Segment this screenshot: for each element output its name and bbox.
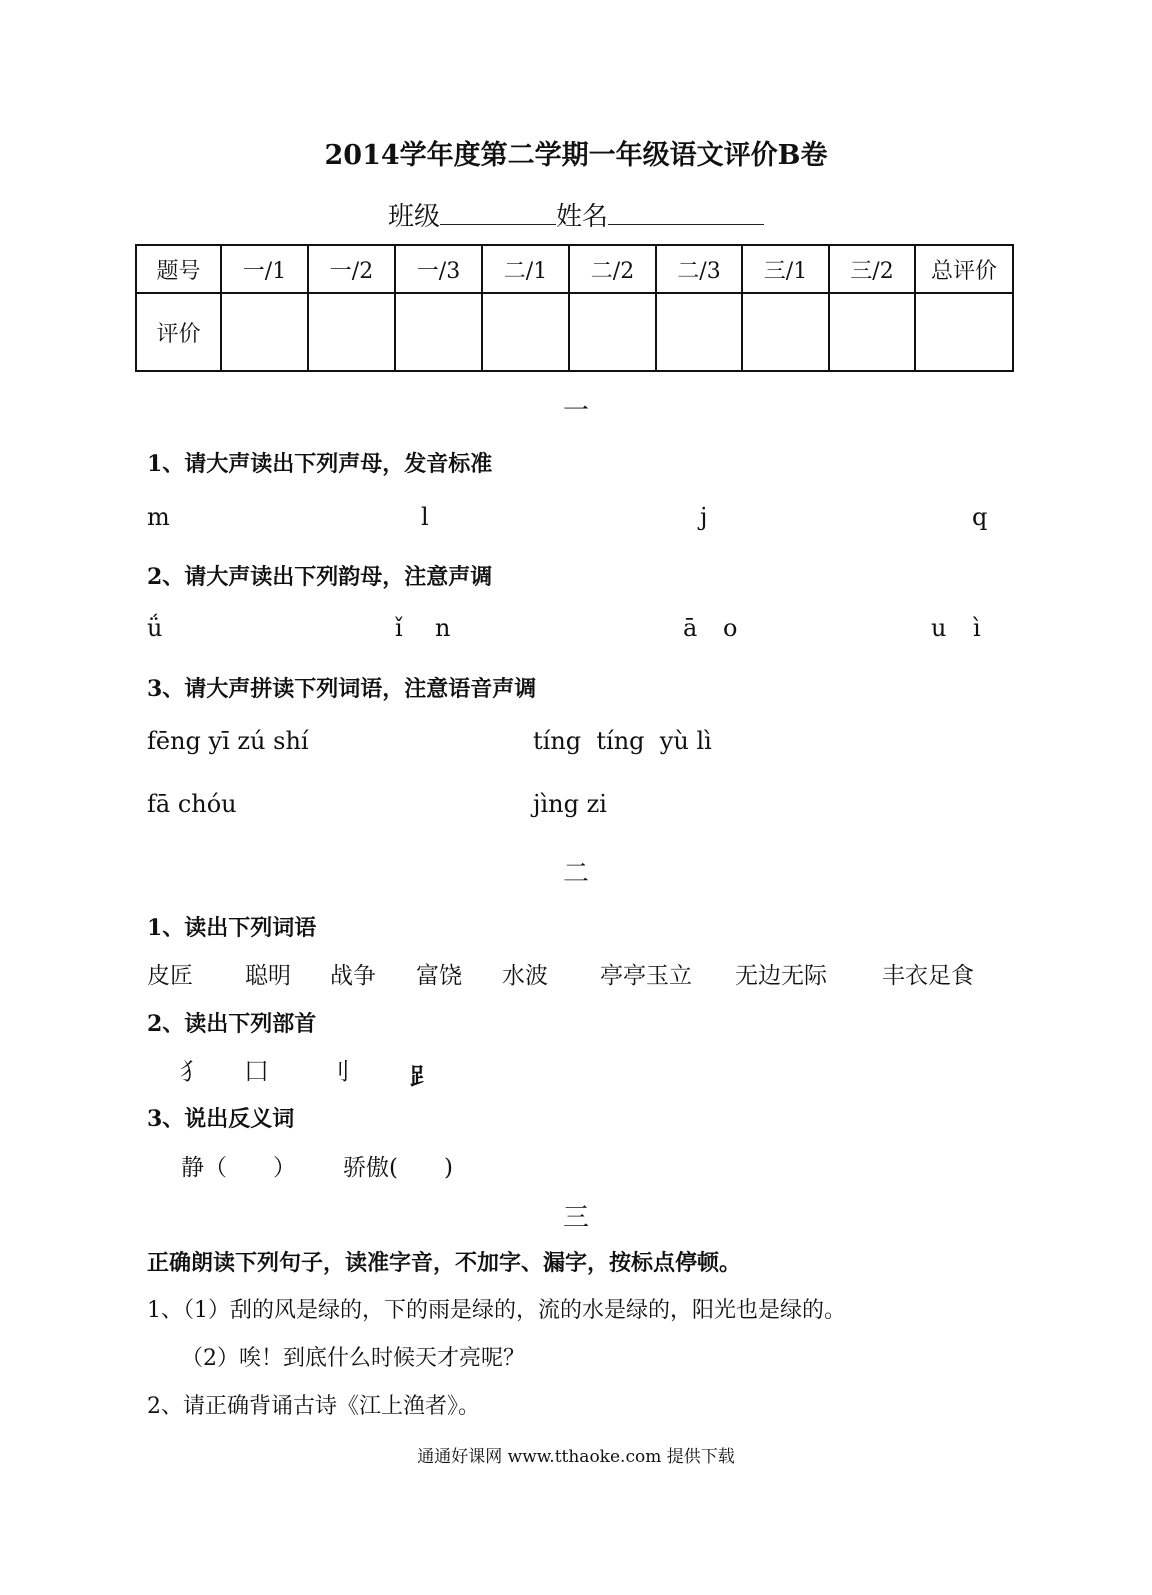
section2-heading: 二 [562, 859, 589, 889]
header-cell: 一/1 [221, 245, 308, 293]
header-cell: 二/2 [569, 245, 656, 293]
section1-q3: 3、请大声拼读下列词语，注意语音声调 [147, 676, 537, 702]
page-title: 2014学年度第二学期一年级语文评价B卷 [324, 140, 828, 171]
radical: 犭 [180, 1059, 203, 1085]
pinyin-word: fā chóu [147, 790, 237, 818]
word: 丰衣足食 [882, 963, 974, 989]
score-cell[interactable] [221, 293, 308, 371]
section1-heading: 一 [562, 396, 589, 426]
word: 皮匠 [147, 963, 193, 989]
final-a: ā [683, 614, 698, 642]
word: 无边无际 [735, 963, 827, 989]
score-cell[interactable] [742, 293, 829, 371]
header-cell: 二/1 [482, 245, 569, 293]
score-cell[interactable] [915, 293, 1013, 371]
antonym-item: 静（ ） [181, 1155, 296, 1181]
word: 聪明 [245, 963, 291, 989]
header-cell: 一/3 [395, 245, 482, 293]
initial-q: q [972, 503, 988, 531]
score-table [135, 244, 1014, 372]
sentence-1: 1、（1）刮的风是绿的，下的雨是绿的，流的水是绿的，阳光也是绿的。 [147, 1298, 846, 1323]
final-i2: ì [973, 614, 981, 642]
final-o: o [723, 614, 738, 642]
class-blank[interactable] [440, 202, 556, 225]
header-cell: 总评价 [915, 245, 1013, 293]
score-cell[interactable] [656, 293, 742, 371]
score-cell[interactable] [482, 293, 569, 371]
final-v: ǘ [147, 614, 163, 642]
row-label: 评价 [136, 293, 221, 371]
header-cell: 三/2 [829, 245, 915, 293]
section2-q2: 2、读出下列部首 [147, 1011, 317, 1037]
final-n: n [435, 614, 451, 642]
radical: 𧾷 [410, 1063, 433, 1090]
section3-instruction: 正确朗读下列句子，读准字音，不加字、漏字，按标点停顿。 [147, 1250, 742, 1276]
radical: 刂 [327, 1059, 350, 1085]
name-blank[interactable] [608, 202, 764, 225]
score-header-row [136, 245, 1013, 293]
student-info-row [0, 196, 1152, 233]
sentence-2: （2）唉！到底什么时候天才亮呢？ [181, 1346, 525, 1371]
sentence-3: 2、请正确背诵古诗《江上渔者》。 [147, 1394, 480, 1419]
word: 亭亭玉立 [600, 963, 692, 989]
pinyin-word: tíng tíng yù lì [533, 727, 712, 755]
footer-credit: 通通好课网 www.tthaoke.com 提供下载 [417, 1447, 735, 1467]
section1-q1: 1、请大声读出下列声母，发音标准 [147, 451, 493, 477]
pinyin-word: jìng zi [533, 790, 607, 818]
final-i: ǐ [395, 614, 403, 642]
score-cell[interactable] [308, 293, 395, 371]
score-cell[interactable] [395, 293, 482, 371]
final-u: u [931, 614, 947, 642]
score-cell[interactable] [829, 293, 915, 371]
pinyin-word: fēng yī zú shí [147, 727, 309, 755]
header-cell: 三/1 [742, 245, 829, 293]
initial-m: m [147, 503, 170, 531]
word: 富饶 [416, 963, 462, 989]
initial-j: j [700, 503, 708, 531]
initial-l: l [421, 503, 429, 531]
score-value-row [136, 293, 1013, 371]
section2-q1: 1、读出下列词语 [147, 915, 317, 941]
header-cell: 题号 [136, 245, 221, 293]
word: 水波 [502, 963, 548, 989]
header-cell: 二/3 [656, 245, 742, 293]
section1-q2: 2、请大声读出下列韵母，注意声调 [147, 564, 493, 590]
name-label: 姓名 [556, 202, 609, 232]
header-cell: 一/2 [308, 245, 395, 293]
score-cell[interactable] [569, 293, 656, 371]
antonym-item: 骄傲( ) [343, 1155, 453, 1181]
section2-q3: 3、说出反义词 [147, 1106, 295, 1132]
word: 战争 [330, 963, 376, 989]
radical: 囗 [245, 1059, 268, 1085]
section3-heading: 三 [562, 1203, 589, 1233]
class-label: 班级 [387, 202, 440, 232]
